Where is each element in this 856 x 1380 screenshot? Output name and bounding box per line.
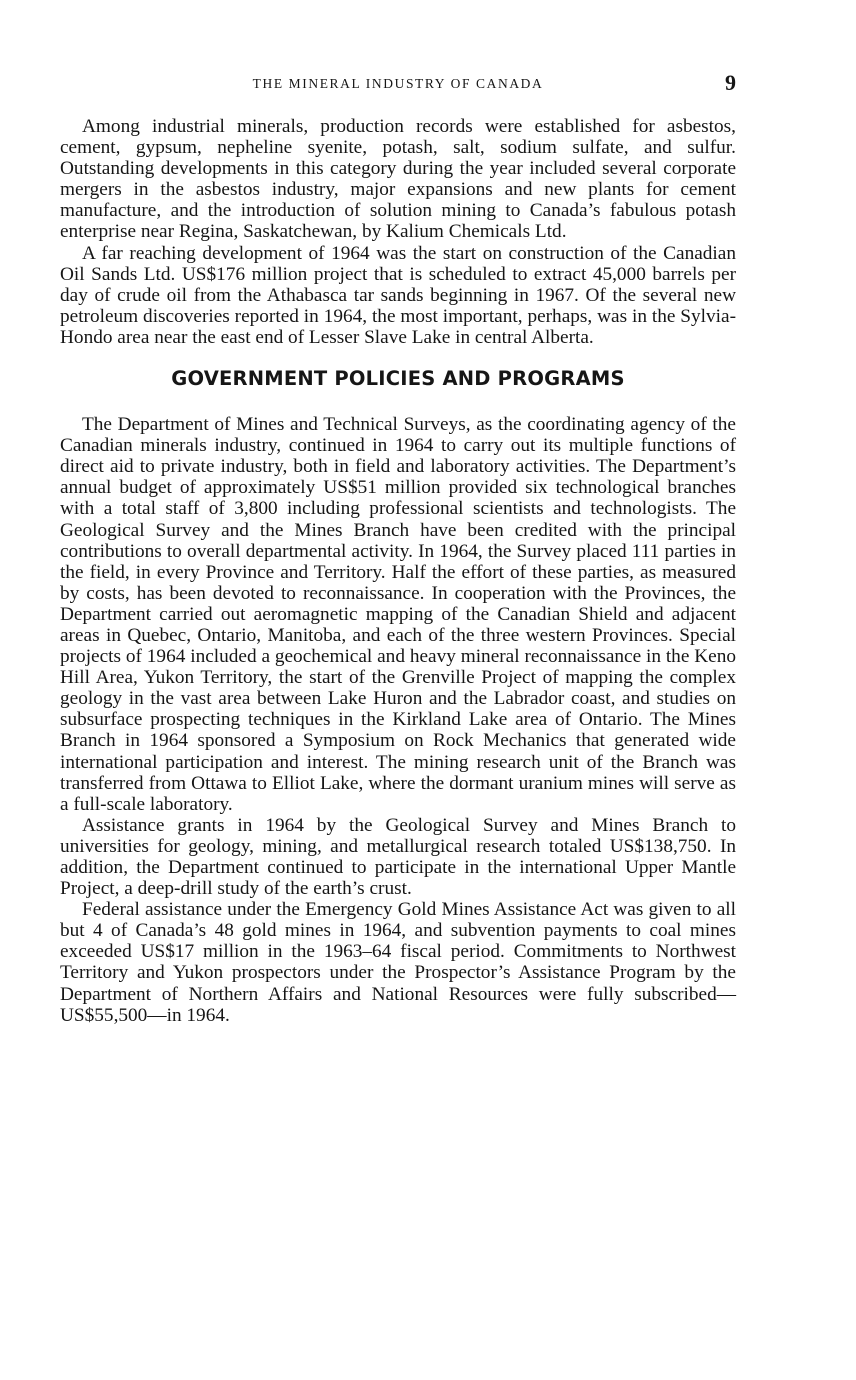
paragraph-oil-sands: A far reaching development of 1964 was the start on construction of the Canadian Oil Sands Ltd. US$176 million project that is scheduled to extract 45,000 barrels per day of crude oil from the Athabasca tar sands beginning in 1967. Of the several new petroleum discoveries reported in 1964, the most important, perhaps, was in the Sylvia-Hondo area near the east end of Lesser Slave Lake in central Alberta. [60,242,736,348]
running-title-text: THE MINERAL INDUSTRY OF CANADA [252,76,544,91]
paragraph-industrial-minerals: Among industrial minerals, production records were established for asbestos, cement, gypsum, nepheline syenite, potash, salt, sodium sulfate, and sulfur. Outstanding developments in this category during the year included several corporate mergers in the asbestos industry, major expansions and new plants for cement manufacture, and the introduction of solution mining to Canada’s fabulous potash enterprise near Regina, Saskatchewan, by Kalium Chemicals Ltd. [60,116,736,243]
running-title [60,76,736,93]
paragraph-department-activities: The Department of Mines and Technical Surveys, as the coordinating agency of the Canadian minerals industry, continued in 1964 to carry out its multiple functions of direct aid to private industry, both in field and laboratory activities. The Department’s annual budget of approximately US$51 million provided six technological branches with a total staff of 3,800 including professional scientists and technologists. The Geological Survey and the Mines Branch have been credited with the principal contributions to overall departmental activity. In 1964, the Survey placed 111 parties in the field, in every Province and Territory. Half the effort of these parties, as measured by costs, has been devoted to reconnaissance. In cooperation with the Provinces, the Department carried out aeromagnetic mapping of the Canadian Shield and adjacent areas in Quebec, Ontario, Manitoba, and each of the three western Provinces. Special projects of 1964 included a geochemical and heavy mineral reconnaissance in the Keno Hill Area, Yukon Territory, the start of the Grenville Project of mapping the complex geology in the vast area between Lake Huron and the Labrador coast, and studies on subsurface prospecting techniques in the Kirkland Lake area of Ontario. The Mines Branch in 1964 sponsored a Symposium on Rock Mechanics that generated wide international participation and interest. The mining research unit of the Branch was transferred from Ottawa to Elliot Lake, where the dormant uranium mines will serve as a full-scale laboratory. [60,414,736,815]
section-heading: GOVERNMENT POLICIES AND PROGRAMS [171,367,625,391]
running-head [60,70,736,100]
paragraph-federal-assistance: Federal assistance under the Emergency Gold Mines Assistance Act was given to all but 4 of Canada’s 48 gold mines in 1964, and subvention payments to coal mines exceeded US$17 million in the 1963–64 fiscal period. Commitments to Northwest Territory and Yukon prospectors under the Prospector’s Assistance Program by the Department of Northern Affairs and National Resources were fully subscribed—US$55,500—in 1964. [60,899,736,1026]
paragraph-assistance-grants: Assistance grants in 1964 by the Geological Survey and Mines Branch to universities for geology, mining, and metallurgical research totaled US$138,750. In addition, the Department continued to participate in the international Upper Mantle Project, a deep-drill study of the earth’s crust. [60,814,736,900]
document-page [60,70,736,1026]
body-text [60,116,736,1026]
page-number: 9 [725,70,736,95]
